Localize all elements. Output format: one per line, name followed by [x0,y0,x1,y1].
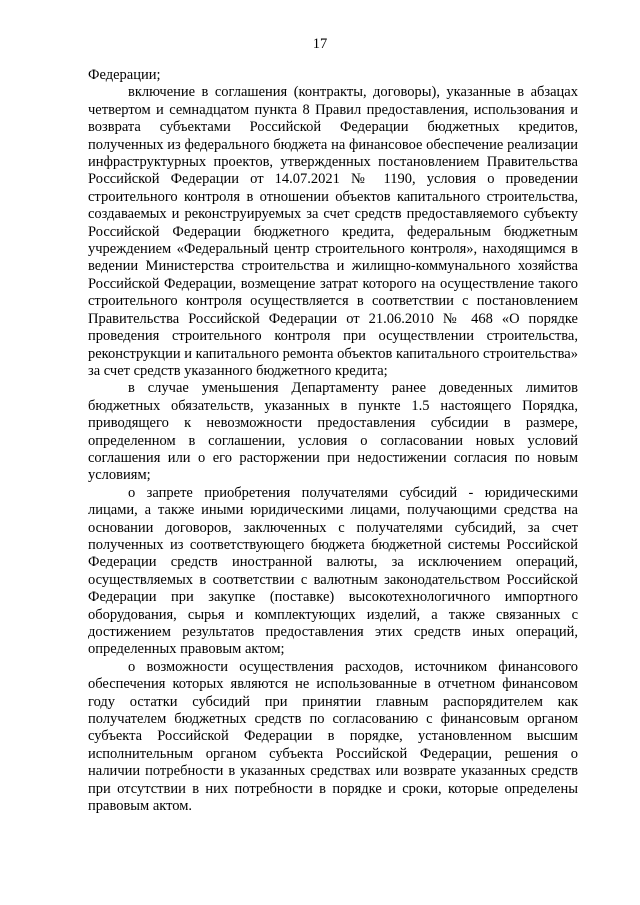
page-number: 17 [312,36,328,52]
paragraph-currency-prohibition: о запрете приобретения получателями субсидий - юридическими лицами, а также иными юридическими лицами, получающими средства на основании договоров, заключенных с получателями субсидий, за счет полученных из соответствующего бюджета бюджетной системы Российской Федерации средств иностранной валюты, за исключением операций, осуществляемых в соответствии с валютным законодательством Российской Федерации при закупке (поставке) высокотехнологичного импортного оборудования, сырья и комплектующих изделий, а также связанных с достижением результатов предоставления этих средств иных операций, определенных правовым актом; [88,484,578,658]
paragraph-limits-reduction: в случае уменьшения Департаменту ранее доведенных лимитов бюджетных обязательств, указанных в пункте 1.5 настоящего Порядка, приводящего к невозможности предоставления субсидии в размере, определенном в соглашении, условия о согласовании новых условий соглашения или о его расторжении при недостижении согласия по новым условиям; [88,380,578,484]
paragraph-continuation: Федерации; [88,67,161,83]
paragraph-unused-balances: о возможности осуществления расходов, источником финансового обеспечения которых являются не использованные в отчетном финансовом году остатки субсидий при принятии главным распорядителем как получателем бюджетных средств по согласованию с финансовым органом субъекта Российской Федерации в порядке, установленном высшим исполнительным органом субъекта Российской Федерации, решения о наличии потребности в указанных средствах или возврате указанных средств при отсутствии в них потребности в порядке и сроки, которые определены правовым актом. [88,658,578,815]
body-text [88,67,578,815]
paragraph-construction-control: включение в соглашения (контракты, договоры), указанные в абзацах четвертом и семнадцатом пункта 8 Правил предоставления, использования и возврата субъектами Российской Федерации бюджетных кредитов, полученных из федерального бюджета на финансовое обеспечение реализации инфраструктурных проектов, утвержденных постановлением Правительства Российской Федерации от 14.07.2021 № 1190, условия о проведении строительного контроля в отношении объектов капитального строительства, создаваемых и реконструируемых за счет средств предоставляемого субъекту Российской Федерации бюджетного кредита, федеральным бюджетным учреждением «Федеральный центр строительного контроля», находящимся в ведении Министерства строительства и жилищно-коммунального хозяйства Российской Федерации, возмещение затрат которого на осуществление такого строительного контроля осуществляется в соответствии с постановлением Правительства Российской Федерации от 21.06.2010 № 468 «О порядке проведения строительного контроля при осуществлении строительства, реконструкции и капитального ремонта объектов капитального строительства» за счет средств указанного бюджетного кредита; [88,84,578,379]
